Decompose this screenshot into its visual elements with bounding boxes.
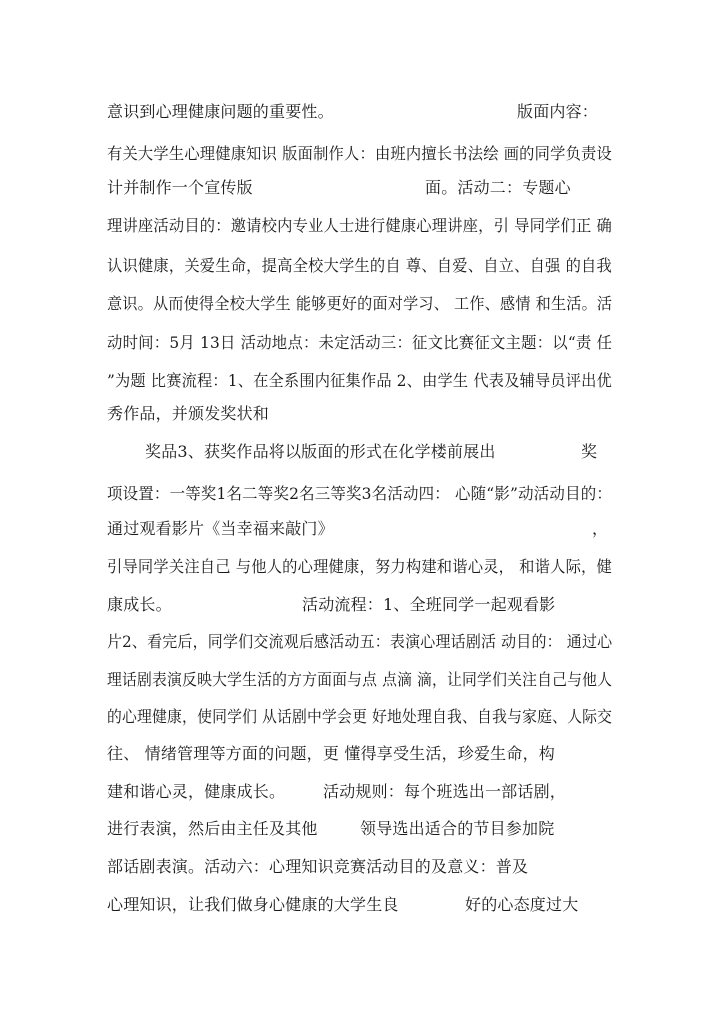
text-segment: 活动规则：每个班选出一部话剧， (323, 782, 567, 801)
text-segment: 部话剧表演。活动六：心理知识竞赛活动目的及意义：普及 (107, 857, 529, 876)
text-segment: 引导同学关注自己 与他人的心理健康，努力构建和谐心灵， 和谐人际，健 (107, 557, 612, 576)
text-segment: 意识。从而使得全校大学生 能够更好的面对学习、 工作、感情 和生活。活 (107, 294, 613, 313)
text-segment: 秀作品，并颁发奖状和 (107, 404, 270, 423)
text-segment: 的心理健康，使同学们 从话剧中学会更 好地处理自我、自我与家庭、人际交 (107, 707, 613, 726)
text-segment: 活动流程：1、全班同学一起观看影 (302, 595, 556, 614)
text-segment: 领导选出适合的节目参加院 (360, 819, 555, 838)
text-segment: 计并制作一个宣传版 (107, 178, 253, 197)
text-segment: 片2、看完后，同学们交流观后感活动五：表演心理话剧活 动目的： 通过心 (107, 632, 613, 651)
text-segment: 动时间：5月 13日 活动地点：未定活动三：征文比赛征文主题：以“责 任 (107, 333, 613, 352)
text-segment: 奖品3、获奖作品将以版面的形式在化学楼前展出 (145, 442, 496, 461)
text-segment: 建和谐心灵，健康成长。 (107, 782, 286, 801)
text-segment: 理话剧表演反映大学生活的方方面面与点 点滴 滴，让同学们关注自己与他人 (107, 670, 613, 689)
text-segment: 认识健康，关爱生命，提高全校大学生的自 尊、自爱、自立、自强 的自我 (107, 256, 612, 275)
text-segment: 面。活动二：专题心 (425, 178, 571, 197)
text-segment: 往、 情绪管理等方面的问题，更 懂得享受生活，珍爱生命，构 (107, 744, 555, 763)
text-segment: 奖 (581, 442, 598, 461)
text-segment: 康成长。 (107, 595, 172, 614)
text-segment: 有关大学生心理健康知识 版面制作人：由班内擅长书法绘 画的同学负责设 (107, 144, 612, 163)
text-segment: 项设置：一等奖1名二等奖2名三等奖3名活动四： 心随“影”动活动目的： (107, 484, 613, 503)
text-segment: 理讲座活动目的：邀请校内专业人士进行健康心理讲座，引 导同学们正 确 (107, 216, 612, 235)
text-segment: 意识到心理健康问题的重要性。 (107, 102, 334, 121)
text-segment: 通过观看影片《当幸福来敲门》 (107, 519, 334, 538)
text-segment: 进行表演，然后由主任及其他 (107, 819, 318, 838)
text-segment: 版面内容： (517, 102, 599, 121)
text-segment: 心理知识，让我们做身心健康的大学生良 (107, 895, 399, 914)
text-segment: ”为题 比赛流程：1、在全系围内征集作品 2、由学生 代表及辅导员评出优 (107, 371, 612, 390)
text-segment: ， (592, 519, 609, 538)
text-segment: 好的心态度过大 (465, 895, 579, 914)
